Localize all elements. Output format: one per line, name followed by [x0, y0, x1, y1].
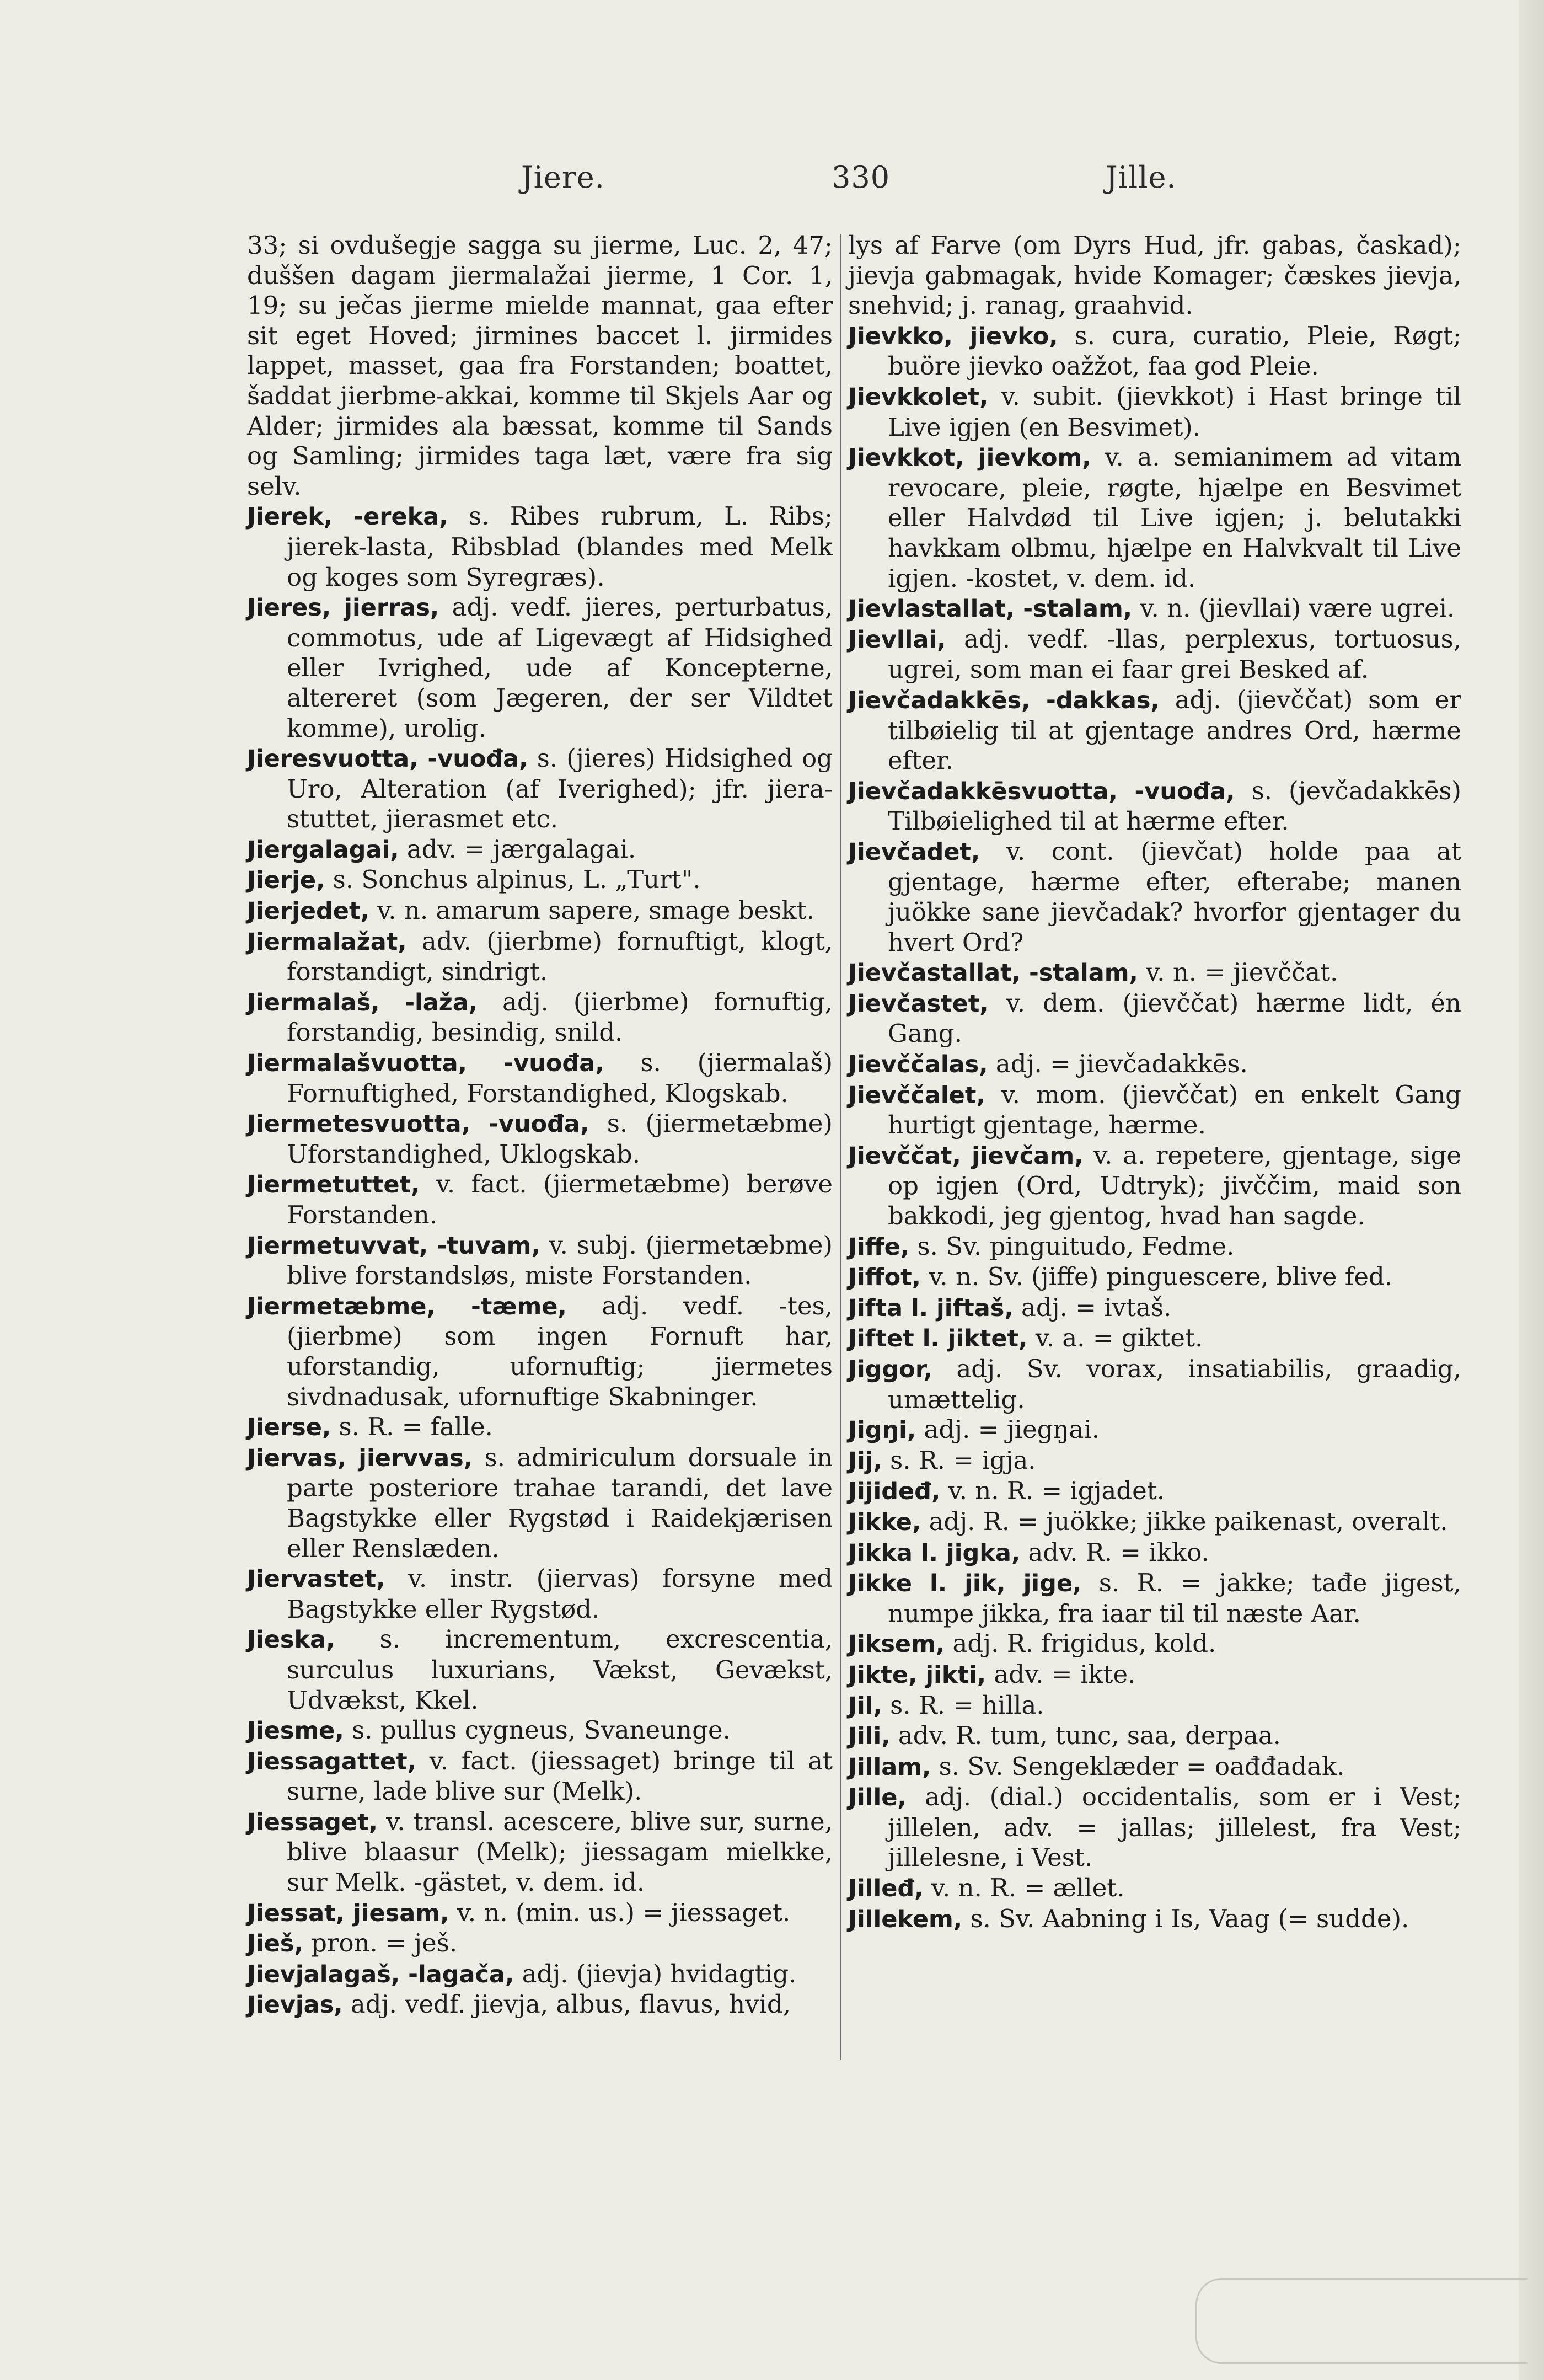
entry-headword: Jiermetesvuotta, -vuođa, [247, 1110, 589, 1138]
entry-definition: adv. = jærgalagai. [399, 834, 636, 864]
entry-definition: adj. Sv. vorax, insatiabilis, graadig, umættelig. [888, 1354, 1461, 1414]
dictionary-entry [247, 1959, 833, 1990]
left-column [247, 231, 833, 2020]
entry-headword: Jikka l. jigka, [848, 1539, 1021, 1567]
entry-definition: v. transl. acescere, blive sur, surne, blive blaasur (Melk); jiessagam mielkke, sur Melk. -gästet, v. dem. id. [287, 1806, 833, 1897]
entry-definition: v. mom. (jievččat) en enkelt Gang hurtigt gjentage, hærme. [888, 1079, 1461, 1140]
entry-headword: Jiggor, [848, 1355, 933, 1383]
entry-definition: adv. (jierbme) fornuftigt, klogt, forstandigt, sindrigt. [287, 926, 833, 987]
dictionary-entry [247, 501, 833, 592]
entry-definition: s. (jevčadakkēs) Tilbøielighed til at hærme efter. [888, 775, 1461, 836]
entry-headword: Jij, [848, 1447, 882, 1475]
entry-definition: s. cura, curatio, Pleie, Røgt; buöre jievko oažžot, faa god Pleie. [888, 320, 1461, 381]
dictionary-entry [247, 896, 833, 927]
page-number: 330 [832, 160, 891, 195]
entry-headword: Jigŋi, [848, 1416, 916, 1445]
entry-headword: Jiergalagai, [247, 836, 399, 864]
entry-headword: Jieska, [247, 1626, 335, 1654]
entry-definition: v. fact. (jiessaget) bringe til at surne, lade blive sur (Melk). [287, 1746, 833, 1806]
entry-definition: v. n. R. = igjadet. [940, 1476, 1165, 1506]
entry-definition: s. pullus cygneus, Svaneunge. [344, 1715, 731, 1745]
entry-definition: s. R. = igja. [882, 1445, 1036, 1475]
dictionary-entry [247, 1928, 833, 1959]
dictionary-entry [848, 1721, 1461, 1752]
dictionary-entry [848, 1476, 1461, 1507]
entry-headword: Jievlastallat, -stalam, [848, 595, 1133, 623]
dictionary-entry [848, 231, 1461, 321]
entry-headword: Jil, [848, 1692, 882, 1720]
entry-headword: Jijideđ, [848, 1478, 941, 1506]
entry-headword: Jiessagattet, [247, 1747, 417, 1775]
dictionary-entry [848, 1904, 1461, 1935]
entry-definition: v. cont. (jievčat) holde paa at gjentage, hærme efter, efterabe; manen juökke sane jievčadak? hvorfor gjentager du hvert Ord? [888, 836, 1461, 957]
dictionary-entry [848, 1049, 1461, 1080]
running-head-left: Jiere. [521, 160, 605, 195]
entry-headword: Jievkkolet, [848, 383, 989, 411]
entry-headword: Jievčadakkēsvuotta, -vuođa, [848, 777, 1235, 805]
right-column [848, 231, 1461, 1934]
entry-headword: Jiermetuttet, [247, 1171, 420, 1199]
entry-definition: v. subit. (jievkkot) i Hast bringe til Live igjen (en Besvimet). [888, 381, 1461, 442]
entry-headword: Jievččalet, [848, 1081, 985, 1109]
entry-definition: s. R. = hilla. [882, 1690, 1044, 1720]
dictionary-entry [247, 927, 833, 987]
entry-definition: v. subj. (jiermetæbme) blive forstandsløs, miste Forstanden. [287, 1230, 833, 1291]
entry-headword: Jievčadakkēs, -dakkas, [848, 686, 1160, 714]
dictionary-entry [848, 593, 1461, 624]
dictionary-entry [848, 1660, 1461, 1691]
entry-headword: Jierjedet, [247, 897, 369, 926]
entry-definition: adj. vedf. -tes, (jierbme) som ingen Fornuft har, uforstandig, ufornuftig; jiermetes sivdnadusak, ufornuftige Skabninger. [287, 1291, 833, 1411]
entry-definition: pron. = ješ. [303, 1928, 458, 1958]
dictionary-entry [247, 1624, 833, 1715]
dictionary-entry [247, 1715, 833, 1746]
entry-headword: Jiksem, [848, 1630, 945, 1659]
entry-headword: Jiermalaš, -laža, [247, 988, 478, 1017]
entry-headword: Jieš, [247, 1930, 303, 1958]
entry-headword: Jikke, [848, 1508, 921, 1536]
entry-headword: Jillekem, [848, 1905, 963, 1933]
dictionary-entry [247, 1564, 833, 1624]
dictionary-entry [848, 1691, 1461, 1721]
entry-definition: v. n. Sv. (jiffe) pinguescere, blive fed. [921, 1262, 1393, 1292]
entry-definition: s. Sv. Aabning i Is, Vaag (= sudde). [962, 1903, 1409, 1933]
entry-headword: Jiessat, jiesam, [247, 1899, 449, 1927]
dictionary-entry [848, 442, 1461, 593]
entry-headword: Jiermalašvuotta, -vuođa, [247, 1050, 604, 1078]
dictionary-entry [247, 1443, 833, 1564]
entry-headword: Jiftet l. jiktet, [848, 1325, 1028, 1353]
dictionary-entry [848, 1752, 1461, 1783]
dictionary-entry [848, 1782, 1461, 1873]
entry-definition: adj. vedf. -llas, perplexus, tortuosus, ugrei, som man ei faar grei Besked af. [888, 624, 1461, 684]
entry-definition: lys af Farve (om Dyrs Hud, jfr. gabas, časkad); jievja gabmagak, hvide Komager; čæskes jievja, snehvid; j. ranag, graahvid. [848, 231, 1461, 320]
dictionary-entry [848, 1141, 1461, 1232]
entry-headword: Jierek, -ereka, [247, 503, 448, 531]
entry-headword: Jievkkot, jievkom, [848, 444, 1091, 472]
entry-headword: Jievllai, [848, 625, 946, 654]
entry-headword: Jiermetæbme, -tæme, [247, 1292, 567, 1320]
entry-definition: s. (jiermalaš) Fornuftighed, Forstandighed, Klogskab. [287, 1048, 833, 1108]
dictionary-entry [848, 776, 1461, 837]
entry-definition: 33; si ovdušegje sagga su jierme, Luc. 2, 47; duššen dagam jiermalažai jierme, 1 Cor. 1, 19; su ječas jierme mielde mannat, gaa efter sit eget Hoved; jirmines baccet l. jirmides lappet, masset, gaa fra Forstanden; boattet, šaddat jierbme-akkai, komme til Skjels Aar og Alder; jirmides ala bæssat, komme til Sands og Samling; jirmides taga læt, være fra sig selv. [247, 231, 833, 501]
entry-definition: s. R. = jakke; tađe jigest, numpe jikka, fra iaar til til næste Aar. [888, 1568, 1461, 1628]
dictionary-entry [848, 1415, 1461, 1446]
dictionary-entry [247, 987, 833, 1048]
entry-definition: adj. = jiegŋai. [916, 1415, 1100, 1445]
dictionary-entry [848, 1323, 1461, 1354]
entry-headword: Jiervas, jiervvas, [247, 1444, 473, 1472]
dictionary-entry [848, 1262, 1461, 1293]
entry-headword: Jiessaget, [247, 1808, 378, 1836]
entry-definition: adj. = jievčadakkēs. [988, 1049, 1248, 1079]
column-divider [840, 234, 841, 2060]
entry-definition: adj. R. frigidus, kold. [945, 1629, 1216, 1659]
entry-headword: Jievčastet, [848, 990, 989, 1018]
entry-headword: Jiermetuvvat, -tuvam, [247, 1232, 540, 1260]
entry-headword: Jievčastallat, -stalam, [848, 959, 1138, 987]
entry-headword: Jierje, [247, 867, 325, 895]
entry-definition: v. fact. (jiermetæbme) berøve Forstanden. [287, 1169, 833, 1229]
dictionary-entry [247, 1291, 833, 1412]
entry-definition: adj. = ivtaš. [1013, 1292, 1172, 1322]
entry-definition: adj. R. = juökke; jikke paikenast, overalt. [921, 1506, 1448, 1536]
dictionary-entry [848, 624, 1461, 685]
entry-headword: Jievkko, jievko, [848, 322, 1058, 350]
entry-headword: Jili, [848, 1723, 891, 1751]
entry-headword: Jieres, jierras, [247, 594, 439, 622]
entry-definition: adj. (jievja) hvidagtig. [514, 1959, 797, 1988]
dictionary-entry [247, 1898, 833, 1929]
entry-definition: v. instr. (jiervas) forsyne med Bagstykke eller Rygstød. [287, 1564, 833, 1624]
dictionary-entry [247, 231, 833, 501]
dictionary-entry [848, 1446, 1461, 1477]
entry-definition: s. (jieres) Hidsighed og Uro, Alteration (af Iverighed); jfr. jiera-stuttet, jierasmet etc. [287, 744, 833, 834]
dictionary-entry [848, 1629, 1461, 1660]
entry-headword: Jikte, jikti, [848, 1661, 987, 1689]
running-head-right: Jille. [1106, 160, 1177, 195]
entry-definition: adj. (jievččat) som er tilbøielig til at gjentage andres Ord, hærme efter. [888, 684, 1462, 775]
entry-definition: v. n. R. = ællet. [923, 1873, 1125, 1903]
entry-headword: Jiffe, [848, 1233, 910, 1261]
entry-headword: Jiervastet, [247, 1565, 385, 1593]
entry-headword: Jievčadet, [848, 838, 980, 866]
dictionary-entry [247, 744, 833, 835]
dictionary-entry [848, 837, 1461, 958]
entry-definition: s. Ribes rubrum, L. Ribs; jierek-lasta, Ribsblad (blandes med Melk og koges som Syregræs). [287, 501, 833, 592]
entry-definition: s. (jiermetæbme) Uforstandighed, Uklogskab. [287, 1109, 833, 1169]
entry-definition: adj. (jierbme) fornuftig, forstandig, besindig, snild. [287, 987, 833, 1047]
entry-definition: v. a. = giktet. [1027, 1323, 1203, 1353]
entry-headword: Jierse, [247, 1414, 331, 1442]
entry-definition: v. n. (jievllai) være ugrei. [1132, 593, 1455, 623]
entry-headword: Jilleđ, [848, 1875, 924, 1903]
dictionary-entry [247, 1989, 833, 2020]
entry-definition: adv. = ikte. [986, 1659, 1136, 1689]
entry-definition: s. Sv. pinguitudo, Fedme. [909, 1231, 1235, 1261]
entry-definition: s. incrementum, excrescentia, surculus luxurians, Vækst, Gevækst, Udvækst, Kkel. [287, 1624, 833, 1715]
entry-headword: Jiffot, [848, 1264, 921, 1292]
dictionary-entry [848, 382, 1461, 442]
entry-headword: Jievččat, jievčam, [848, 1142, 1084, 1170]
entry-headword: Jievjalagaš, -lagača, [247, 1960, 514, 1988]
entry-headword: Jifta l. jiftaš, [848, 1294, 1014, 1322]
dictionary-entry [848, 1568, 1461, 1629]
entry-headword: Jikke l. jik, jige, [848, 1570, 1082, 1598]
library-stamp-outline [1195, 2278, 1528, 2364]
dictionary-entry [848, 685, 1461, 776]
entry-headword: Jieresvuotta, -vuođa, [247, 745, 528, 773]
dictionary-entry [848, 1354, 1461, 1415]
dictionary-entry [848, 988, 1461, 1049]
entry-headword: Jiesme, [247, 1717, 344, 1745]
dictionary-entry [848, 958, 1461, 988]
entry-definition: adj. (dial.) occidentalis, som er i Vest; jillelen, adv. = jallas; jillelest, fra Vest; jillelesne, i Vest. [888, 1782, 1461, 1873]
dictionary-entry [848, 1873, 1461, 1904]
entry-definition: adj. vedf. jieres, perturbatus, commotus, ude af Ligevægt af Hidsighed eller Ivrighed, ude af Koncepterne, altereret (som Jægeren, der ser Vildtet komme), urolig. [287, 592, 833, 743]
dictionary-entry [848, 321, 1461, 382]
dictionary-entry [247, 1807, 833, 1898]
entry-definition: v. dem. (jievččat) hærme lidt, én Gang. [888, 988, 1461, 1049]
entry-definition: v. n. (min. us.) = jiessaget. [449, 1897, 791, 1927]
dictionary-entry [848, 1538, 1461, 1569]
entry-definition: s. Sonchus alpinus, L. „Turt". [325, 865, 701, 895]
entry-headword: Jievjas, [247, 1991, 343, 2019]
entry-definition: v. a. repetere, gjentage, sige op igjen (Ord, Udtryk); jivččim, maid son bakkodi, jeg gjentog, hvad han sagde. [888, 1140, 1461, 1231]
entry-definition: v. n. amarum sapere, smage beskt. [369, 896, 814, 926]
entry-headword: Jievččalas, [848, 1051, 988, 1079]
entry-headword: Jille, [848, 1784, 907, 1812]
entry-definition: adj. vedf. jievja, albus, flavus, hvid, [342, 1989, 791, 2019]
entry-definition: s. admiriculum dorsuale in parte posteriore trahae tarandi, det lave Bagstykke eller Rygstød i Raidekjærisen eller Renslæden. [287, 1442, 833, 1563]
dictionary-entry [848, 1293, 1461, 1324]
entry-definition: v. n. = jievččat. [1138, 958, 1338, 987]
entry-definition: s. Sv. Sengeklæder = oađđadak. [931, 1751, 1345, 1781]
dictionary-entry [247, 865, 833, 896]
dictionary-entry [247, 1231, 833, 1291]
dictionary-entry [247, 835, 833, 865]
page-edge [1519, 0, 1544, 2380]
dictionary-entry [247, 1048, 833, 1109]
dictionary-entry [247, 1746, 833, 1807]
dictionary-entry [247, 1412, 833, 1443]
dictionary-entry [848, 1507, 1461, 1538]
entry-definition: adv. R. = ikko. [1020, 1537, 1209, 1567]
dictionary-entry [848, 1232, 1461, 1263]
entry-headword: Jiermalažat, [247, 928, 407, 956]
entry-headword: Jillam, [848, 1753, 931, 1781]
entry-definition: s. R. = falle. [331, 1412, 493, 1442]
entry-definition: v. a. semianimem ad vitam revocare, pleie, røgte, hjælpe en Besvimet eller Halvdød til Live igjen; j. belutakki havkkam olbmu, hjælpe en Halvkvalt til Live igjen. -kostet, v. dem. id. [888, 442, 1461, 593]
dictionary-entry [247, 1169, 833, 1230]
dictionary-entry [247, 1109, 833, 1169]
dictionary-entry [848, 1080, 1461, 1141]
entry-definition: adv. R. tum, tunc, saa, derpaa. [890, 1721, 1281, 1751]
dictionary-entry [247, 592, 833, 744]
